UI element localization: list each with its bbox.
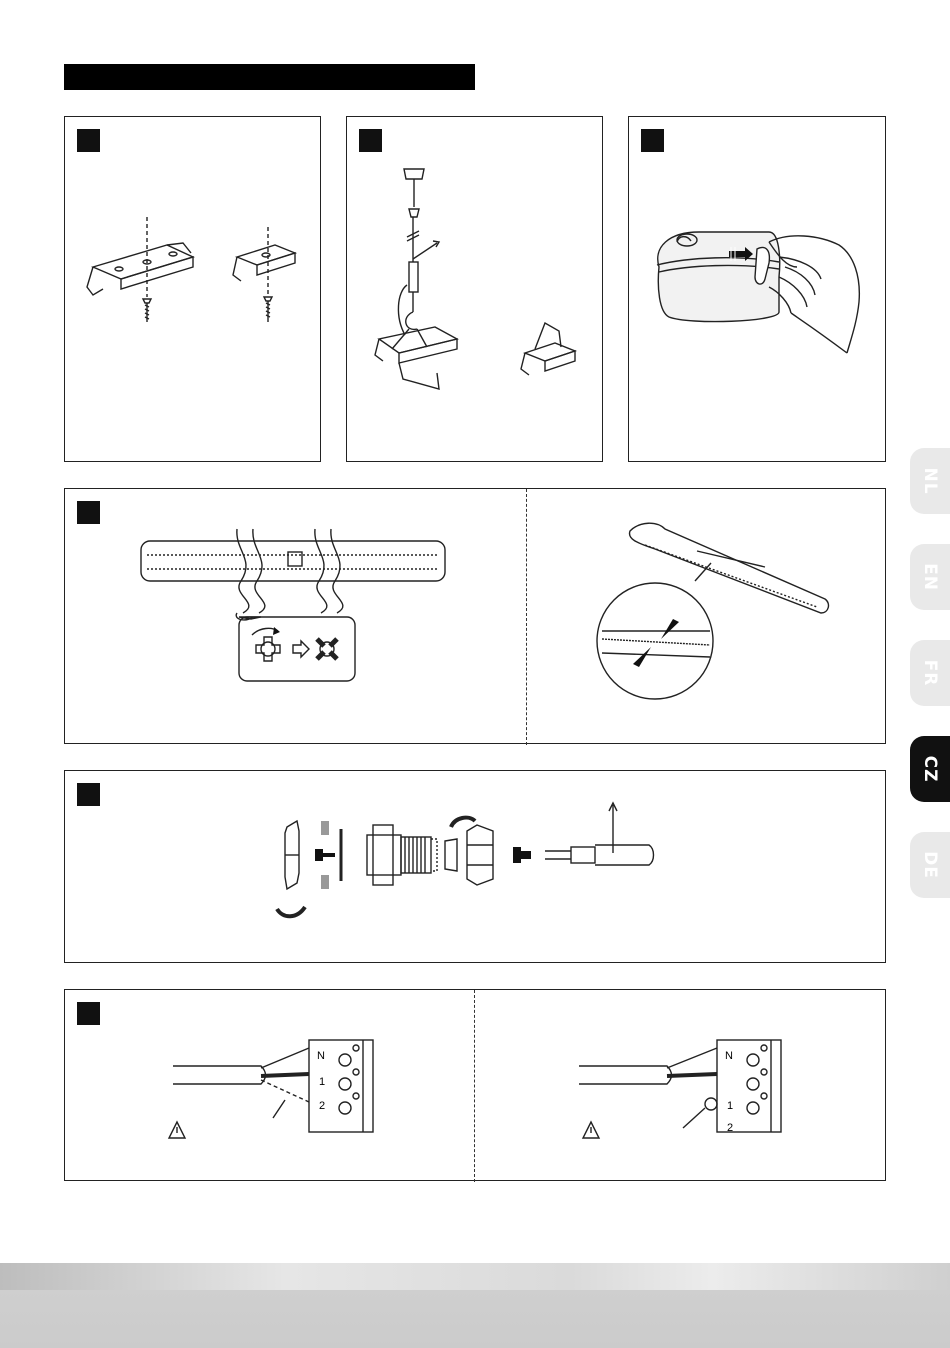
terminal-label-2-left: [319, 1100, 331, 1112]
step-panel-1: [64, 116, 321, 462]
language-tab-fr[interactable]: [910, 640, 950, 706]
section-title-bar: [64, 64, 475, 90]
step-panel-4: [64, 488, 886, 744]
terminal-label: 1: [727, 1100, 734, 1112]
terminal-label: 2: [319, 1100, 326, 1112]
step-panel-2: [346, 116, 603, 462]
footer-gradient-band: [0, 1263, 950, 1290]
mounting-bracket-illustration: [65, 117, 322, 463]
terminal-label-1-right: [727, 1100, 739, 1112]
step-panel-5: [64, 770, 886, 963]
language-tab-nl[interactable]: [910, 448, 950, 514]
language-tab-label: FR: [920, 659, 940, 687]
luminaire-open-illustration: [65, 489, 887, 745]
terminal-label: 1: [319, 1076, 326, 1088]
terminal-label-2-right: [727, 1122, 739, 1134]
step-panel-6: [64, 989, 886, 1181]
language-tab-label: NL: [920, 467, 940, 495]
terminal-label-1-left: [319, 1076, 331, 1088]
terminal-label: 2: [727, 1122, 734, 1134]
clip-illustration: [629, 117, 887, 463]
language-tab-label: DE: [920, 851, 940, 879]
cable-gland-illustration: [65, 771, 887, 964]
step-panel-3: [628, 116, 886, 462]
language-tab-label: CZ: [920, 755, 940, 783]
language-tab-cz[interactable]: [910, 736, 950, 802]
terminal-label: N: [317, 1050, 325, 1062]
terminal-label: N: [725, 1050, 733, 1062]
terminal-wiring-illustration: [65, 990, 887, 1182]
terminal-label-n-left: [317, 1050, 329, 1062]
suspension-illustration: [347, 117, 604, 463]
terminal-label-n-right: [725, 1050, 737, 1062]
language-tab-label: EN: [920, 563, 940, 591]
language-tab-de[interactable]: [910, 832, 950, 898]
language-tab-en[interactable]: [910, 544, 950, 610]
